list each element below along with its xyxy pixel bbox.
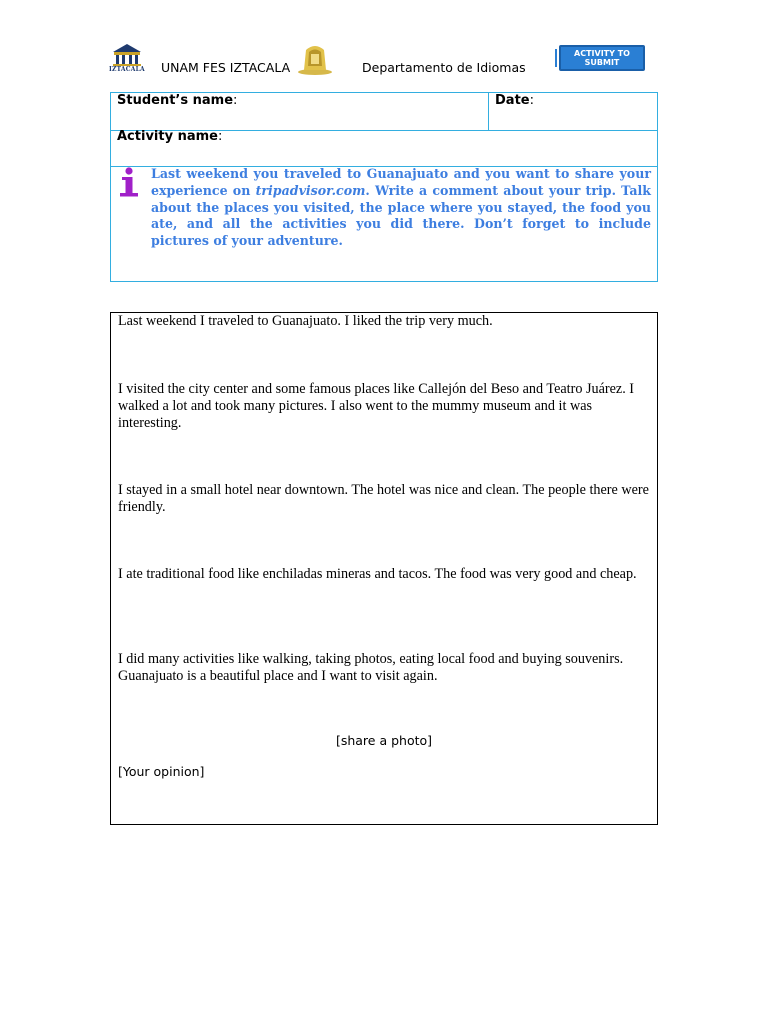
colon: : [529, 93, 534, 108]
instructions-text-1: Last weekend you traveled to Guanajuato and you want to share your experience on [151, 166, 651, 198]
student-info-table [110, 92, 658, 282]
student-name-label: Student’s name [117, 93, 234, 108]
activity-name-label: Activity name [117, 129, 218, 144]
column-divider [488, 93, 489, 130]
badge-line2: SUBMIT [584, 57, 620, 67]
paragraph-places: I visited the city center and some famous places like Callejón del Beso and Teatro Juárez. I walked a lot and took many pictures. I also went to the mummy museum and it was interesting. [118, 381, 635, 431]
date-field[interactable] [495, 93, 534, 108]
page-header [0, 0, 768, 90]
student-name-field[interactable] [117, 93, 237, 108]
paragraph-activities: I did many activities like walking, taking photos, eating local food and buying souvenirs. Guanajuato is a beautiful place and I want to visit again. [118, 651, 624, 684]
paragraph-hotel: I stayed in a small hotel near downtown. The hotel was nice and clean. The people there were friendly. [118, 482, 649, 515]
activity-to-submit-badge [559, 45, 645, 71]
colon: : [217, 129, 223, 144]
logo-caption: IZTACALA [109, 66, 145, 73]
institution-name: UNAM FES IZTACALA [161, 60, 291, 75]
paragraph-intro: Last weekend I traveled to Guanajuato. I liked the trip very much. [118, 313, 493, 329]
fes-logo [296, 42, 334, 76]
activity-instructions [151, 166, 651, 250]
tripadvisor-site: tripadvisor.com [255, 182, 366, 198]
colon: : [233, 93, 238, 108]
answer-text-box[interactable] [110, 312, 658, 825]
activity-name-row [111, 130, 657, 167]
info-icon [118, 167, 140, 199]
instructions-text-2: . Write a comment about your trip. Talk about the places you visited, the place where you stayed, the food you ate, and all the activities you did there. Don’t forget to include pictures of your adventure. [151, 182, 651, 249]
date-label: Date [495, 93, 530, 108]
share-photo-placeholder[interactable]: [share a photo] [335, 733, 433, 748]
name-date-row [111, 93, 657, 131]
opinion-placeholder[interactable]: [Your opinion] [118, 764, 205, 779]
department-name: Departamento de Idiomas [362, 60, 526, 75]
paragraph-food: I ate traditional food like enchiladas mineras and tacos. The food was very good and cheap. [118, 566, 637, 582]
activity-name-field[interactable] [117, 129, 222, 144]
badge-line1: ACTIVITY TO [574, 49, 630, 58]
